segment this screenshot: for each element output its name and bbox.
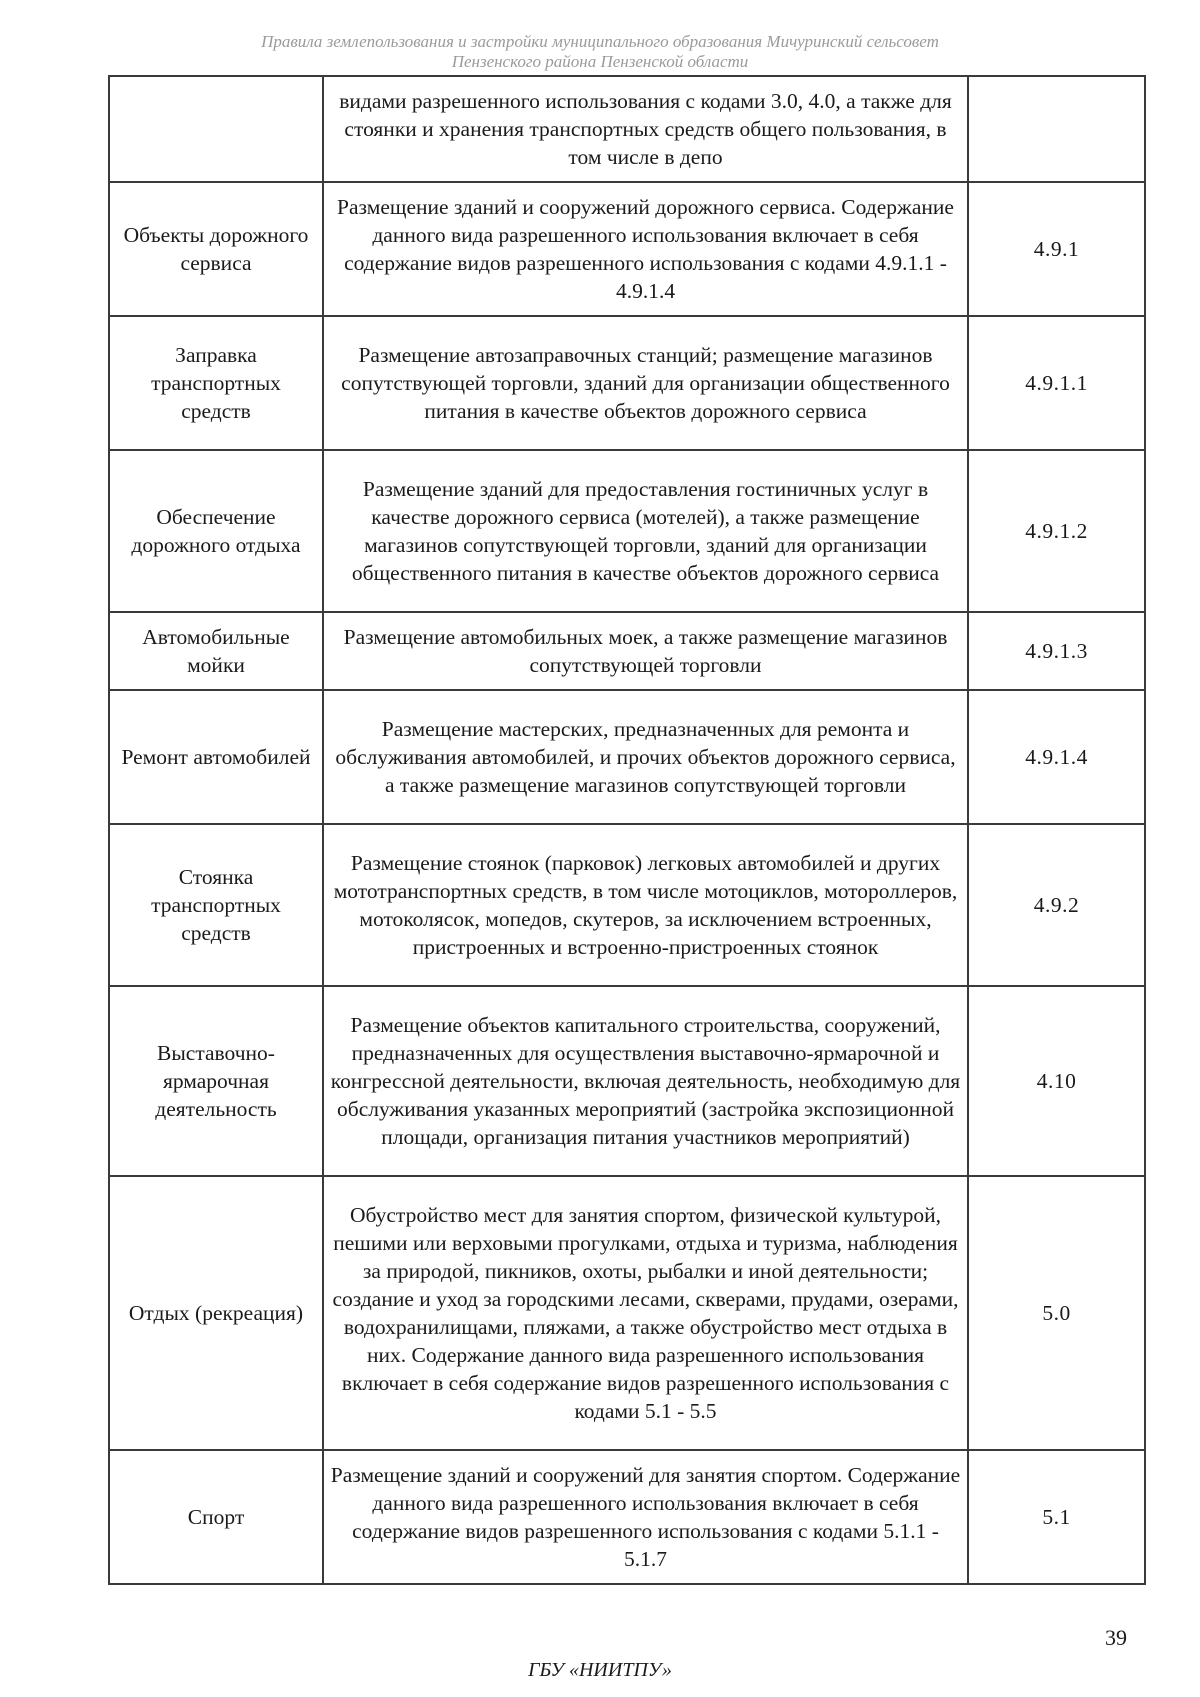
table-row xyxy=(109,76,1145,182)
table-row xyxy=(109,824,1145,986)
use-code-cell: 4.9.1.2 xyxy=(968,450,1145,612)
use-name-cell: Обеспечение дорожного отдыха xyxy=(109,450,323,612)
header-line-1: Правила землепользования и застройки муниципального образования Мичуринский сельсовет xyxy=(261,32,939,51)
use-code-cell: 4.9.1 xyxy=(968,182,1145,316)
page-number: 39 xyxy=(1105,1625,1127,1650)
table-row xyxy=(109,316,1145,450)
use-name-cell: Объекты дорожного сервиса xyxy=(109,182,323,316)
use-description-cell: Размещение зданий и сооружений для занятия спортом. Содержание данного вида разрешенного использования включает в себя содержание видов разрешенного использования с кодами 5.1.1 - 5.1.7 xyxy=(323,1450,968,1584)
document-header xyxy=(160,32,1040,72)
use-code-cell: 4.9.1.3 xyxy=(968,612,1145,690)
use-description-cell: Размещение мастерских, предназначенных для ремонта и обслуживания автомобилей, и прочих объектов дорожного сервиса, а также размещение магазинов сопутствующей торговли xyxy=(323,690,968,824)
table-row xyxy=(109,182,1145,316)
document-footer: ГБУ «НИИТПУ» xyxy=(528,1659,672,1681)
use-name-cell: Отдых (рекреация) xyxy=(109,1176,323,1450)
use-description-cell: видами разрешенного использования с кодами 3.0, 4.0, а также для стоянки и хранения транспортных средств общего пользования, в том числе в депо xyxy=(323,76,968,182)
table-row xyxy=(109,1450,1145,1584)
use-code-cell: 4.9.1.4 xyxy=(968,690,1145,824)
use-description-cell: Размещение зданий для предоставления гостиничных услуг в качестве дорожного сервиса (мотелей), а также размещение магазинов сопутствующей торговли, зданий для организации общественного питания в качестве объектов дорожного сервиса xyxy=(323,450,968,612)
use-description-cell: Размещение автозаправочных станций; размещение магазинов сопутствующей торговли, зданий для организации общественного питания в качестве объектов дорожного сервиса xyxy=(323,316,968,450)
use-description-cell: Размещение объектов капитального строительства, сооружений, предназначенных для осуществления выставочно-ярмарочной и конгрессной деятельности, включая деятельность, необходимую для обслуживания указанных мероприятий (застройка экспозиционной площади, организация питания участников мероприятий) xyxy=(323,986,968,1176)
use-name-cell: Спорт xyxy=(109,1450,323,1584)
use-name-cell: Ремонт автомобилей xyxy=(109,690,323,824)
use-code-cell: 4.9.1.1 xyxy=(968,316,1145,450)
use-name-cell: Стоянка транспортных средств xyxy=(109,824,323,986)
header-line-2: Пензенского района Пензенской области xyxy=(451,52,749,71)
use-name-cell xyxy=(109,76,323,182)
use-description-cell: Размещение зданий и сооружений дорожного сервиса. Содержание данного вида разрешенного использования включает в себя содержание видов разрешенного использования с кодами 4.9.1.1 - 4.9.1.4 xyxy=(323,182,968,316)
use-name-cell: Выставочно-ярмарочная деятельность xyxy=(109,986,323,1176)
table-row xyxy=(109,986,1145,1176)
table-row xyxy=(109,690,1145,824)
table-row xyxy=(109,612,1145,690)
use-description-cell: Размещение стоянок (парковок) легковых автомобилей и других мототранспортных средств, в том числе мотоциклов, мотороллеров, мотоколясок, мопедов, скутеров, за исключением встроенных, пристроенных и встроенно-пристроенных стоянок xyxy=(323,824,968,986)
use-description-cell: Обустройство мест для занятия спортом, физической культурой, пешими или верховыми прогулками, отдыха и туризма, наблюдения за природой, пикников, охоты, рыбалки и иной деятельности; создание и уход за городскими лесами, скверами, прудами, озерами, водохранилищами, пляжами, а также обустройство мест отдыха в них. Содержание данного вида разрешенного использования включает в себя содержание видов разрешенного использования с кодами 5.1 - 5.5 xyxy=(323,1176,968,1450)
table-row xyxy=(109,450,1145,612)
use-name-cell: Автомобильные мойки xyxy=(109,612,323,690)
use-code-cell: 5.1 xyxy=(968,1450,1145,1584)
use-code-cell xyxy=(968,76,1145,182)
use-code-cell: 5.0 xyxy=(968,1176,1145,1450)
use-description-cell: Размещение автомобильных моек, а также размещение магазинов сопутствующей торговли xyxy=(323,612,968,690)
table-row xyxy=(109,1176,1145,1450)
land-use-table xyxy=(108,75,1146,1585)
use-code-cell: 4.10 xyxy=(968,986,1145,1176)
use-code-cell: 4.9.2 xyxy=(968,824,1145,986)
use-name-cell: Заправка транспортных средств xyxy=(109,316,323,450)
